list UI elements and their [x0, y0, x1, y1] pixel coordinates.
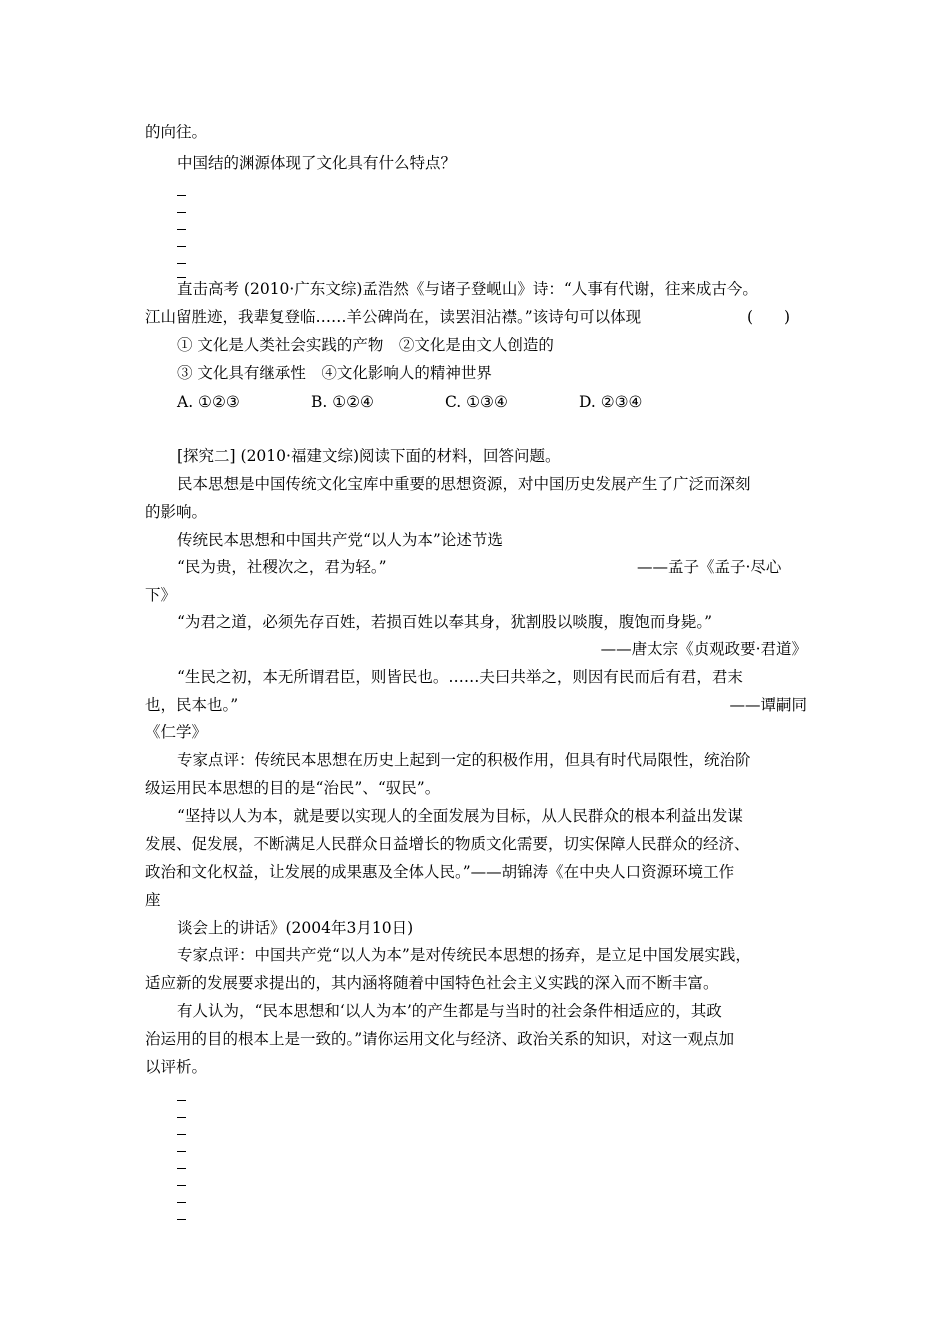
exam-question-line: 直击高考 (2010·广东文综)孟浩然《与诸子登岘山》诗：“人事有代谢，往来成古今。: [177, 280, 758, 298]
quote-source: ——谭嗣同: [729, 696, 807, 714]
quote-source: ——唐太宗《贞观政要·君道》: [600, 640, 807, 658]
question-text: 中国结的渊源体现了文化具有什么特点？: [177, 154, 457, 172]
answer-blank: [177, 1134, 186, 1135]
paragraph-line: 的影响。: [145, 503, 208, 521]
statement-line: ① 文化是人类社会实践的产物 ②文化是由文人创造的: [177, 336, 554, 354]
answer-blank: [177, 212, 186, 213]
answer-blank: [177, 277, 186, 278]
expert-comment: 专家点评：中国共产党“以人为本”是对传统民本思想的扬弃，是立足中国发展实践，: [177, 946, 751, 964]
quote-hu-jintao: 发展、促发展，不断满足人民群众日益增长的物质文化需要，切实保障人民群众的经济、: [145, 835, 750, 853]
intro-line: 的向往。: [145, 123, 208, 141]
answer-blank: [177, 1117, 186, 1118]
quote-source: 《仁学》: [145, 723, 208, 741]
quote-hu-jintao: 座: [145, 891, 161, 909]
quote-hu-jintao: 政治和文化权益，让发展的成果惠及全体人民。”——胡锦涛《在中央人口资源环境工作: [145, 863, 735, 881]
quote-taizong: “为君之道，必须先存百姓，若损百姓以奉其身，犹割股以啖腹，腹饱而身毙。”: [177, 613, 713, 631]
answer-blank: [177, 1219, 186, 1220]
answer-blank: [177, 1168, 186, 1169]
quote-mencius: “民为贵，社稷次之，君为轻。”: [177, 558, 387, 576]
option-a: A. ①②③: [177, 393, 240, 411]
question-text: 治运用的目的根本上是一致的。”请你运用文化与经济、政治关系的知识，对这一观点加: [145, 1030, 735, 1048]
paragraph-line: 民本思想是中国传统文化宝库中重要的思想资源，对中国历史发展产生了广泛而深刻: [177, 475, 751, 493]
inquiry-heading: [探究二] (2010·福建文综)阅读下面的材料，回答问题。: [177, 447, 561, 465]
exam-question-line: 江山留胜迹，我辈复登临……羊公碑尚在，读罢泪沾襟。”该诗句可以体现: [145, 308, 642, 326]
statement-line: ③ 文化具有继承性 ④文化影响人的精神世界: [177, 364, 492, 382]
answer-bracket: ( ): [747, 308, 791, 326]
section-title: 传统民本思想和中国共产党“以人为本”论述节选: [177, 531, 503, 549]
answer-blank: [177, 1185, 186, 1186]
expert-comment: 级运用民本思想的目的是“治民”、“驭民”。: [145, 779, 441, 797]
answer-blank: [177, 246, 186, 247]
quote-source: ——孟子《孟子·尽心: [637, 558, 782, 576]
answer-blank: [177, 229, 186, 230]
quote-source: 下》: [145, 586, 177, 604]
question-text: 以评析。: [145, 1058, 208, 1076]
quote-source: 谈会上的讲话》(2004年3月10日): [177, 919, 414, 937]
quote-tan-sitong: 也，民本也。”: [145, 696, 239, 714]
answer-blank: [177, 195, 186, 196]
quote-tan-sitong: “生民之初，本无所谓君臣，则皆民也。……夫曰共举之，则因有民而后有君，君末: [177, 668, 743, 686]
quote-hu-jintao: “坚持以人为本，就是要以实现人的全面发展为目标，从人民群众的根本利益出发谋: [177, 807, 743, 825]
answer-blank: [177, 1202, 186, 1203]
answer-blank: [177, 1151, 186, 1152]
question-text: 有人认为，“民本思想和‘以人为本’的产生都是与当时的社会条件相适应的，其政: [177, 1002, 722, 1020]
option-c: C. ①③④: [445, 393, 508, 411]
answer-blank: [177, 263, 186, 264]
answer-blank: [177, 1100, 186, 1101]
option-b: B. ①②④: [311, 393, 374, 411]
expert-comment: 专家点评：传统民本思想在历史上起到一定的积极作用，但具有时代局限性，统治阶: [177, 751, 751, 769]
option-d: D. ②③④: [579, 393, 643, 411]
expert-comment: 适应新的发展要求提出的，其内涵将随着中国特色社会主义实践的深入而不断丰富。: [145, 974, 719, 992]
